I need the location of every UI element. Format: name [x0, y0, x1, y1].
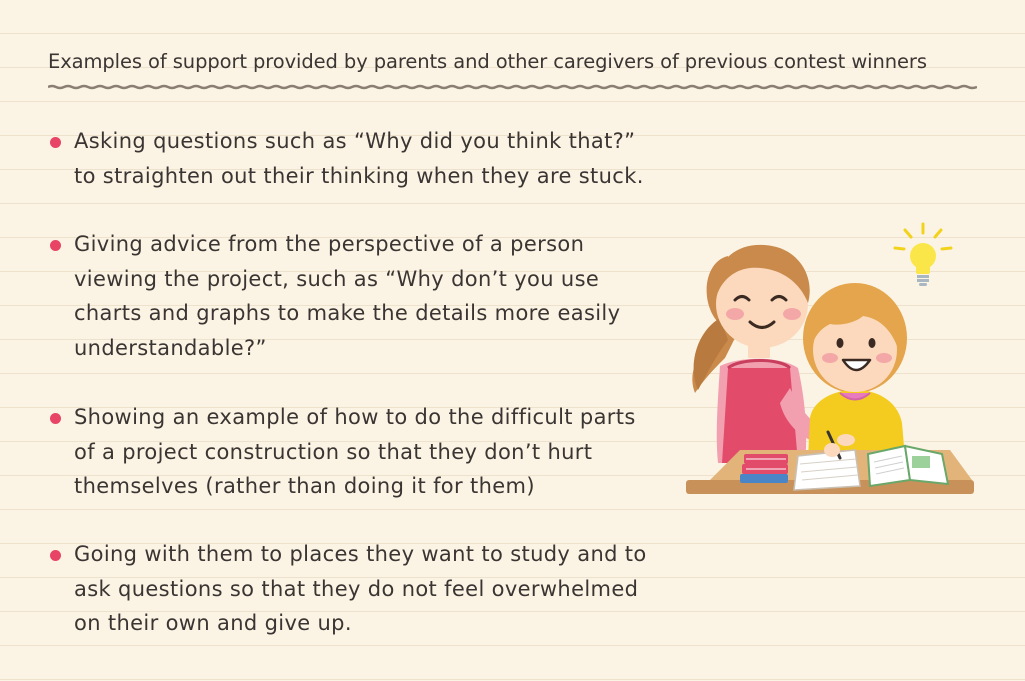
list-item-line: Showing an example of how to do the difficult parts — [74, 405, 636, 429]
list-item-line: of a project construction so that they don’t hurt — [74, 439, 593, 464]
book-stack — [740, 454, 788, 483]
page-title: Examples of support provided by parents and other caregivers of previous contest winners — [48, 50, 927, 73]
list-item-line: Asking questions such as “Why did you think that?” — [74, 129, 636, 153]
list-item-line: Going with them to places they want to study and to — [74, 542, 647, 566]
lightbulb-icon — [895, 224, 951, 286]
list-item-line: understandable?” — [74, 335, 267, 360]
list-item-text — [74, 227, 674, 365]
list-item-line: ask questions so that they do not feel overwhelmed — [74, 576, 639, 601]
bullet-icon — [50, 550, 61, 561]
list-item-line: themselves (rather than doing it for them) — [74, 474, 535, 498]
parent-helping-child-study-illustration — [680, 218, 980, 510]
list-item-text — [74, 537, 674, 641]
open-book-icon — [868, 446, 948, 486]
list-item-line: to straighten out their thinking when they are stuck. — [74, 163, 644, 188]
title-underline — [48, 84, 977, 90]
bullet-icon — [50, 137, 61, 148]
list-item-line: viewing the project, such as “Why don’t you use — [74, 266, 600, 291]
list-item-line: on their own and give up. — [74, 611, 352, 635]
bullet-icon — [50, 413, 61, 424]
list-item-text — [74, 400, 674, 504]
bullet-icon — [50, 240, 61, 251]
list-item-text — [74, 124, 674, 193]
list-item-line: Giving advice from the perspective of a person — [74, 232, 585, 256]
list-item-line: charts and graphs to make the details more easily — [74, 301, 621, 325]
